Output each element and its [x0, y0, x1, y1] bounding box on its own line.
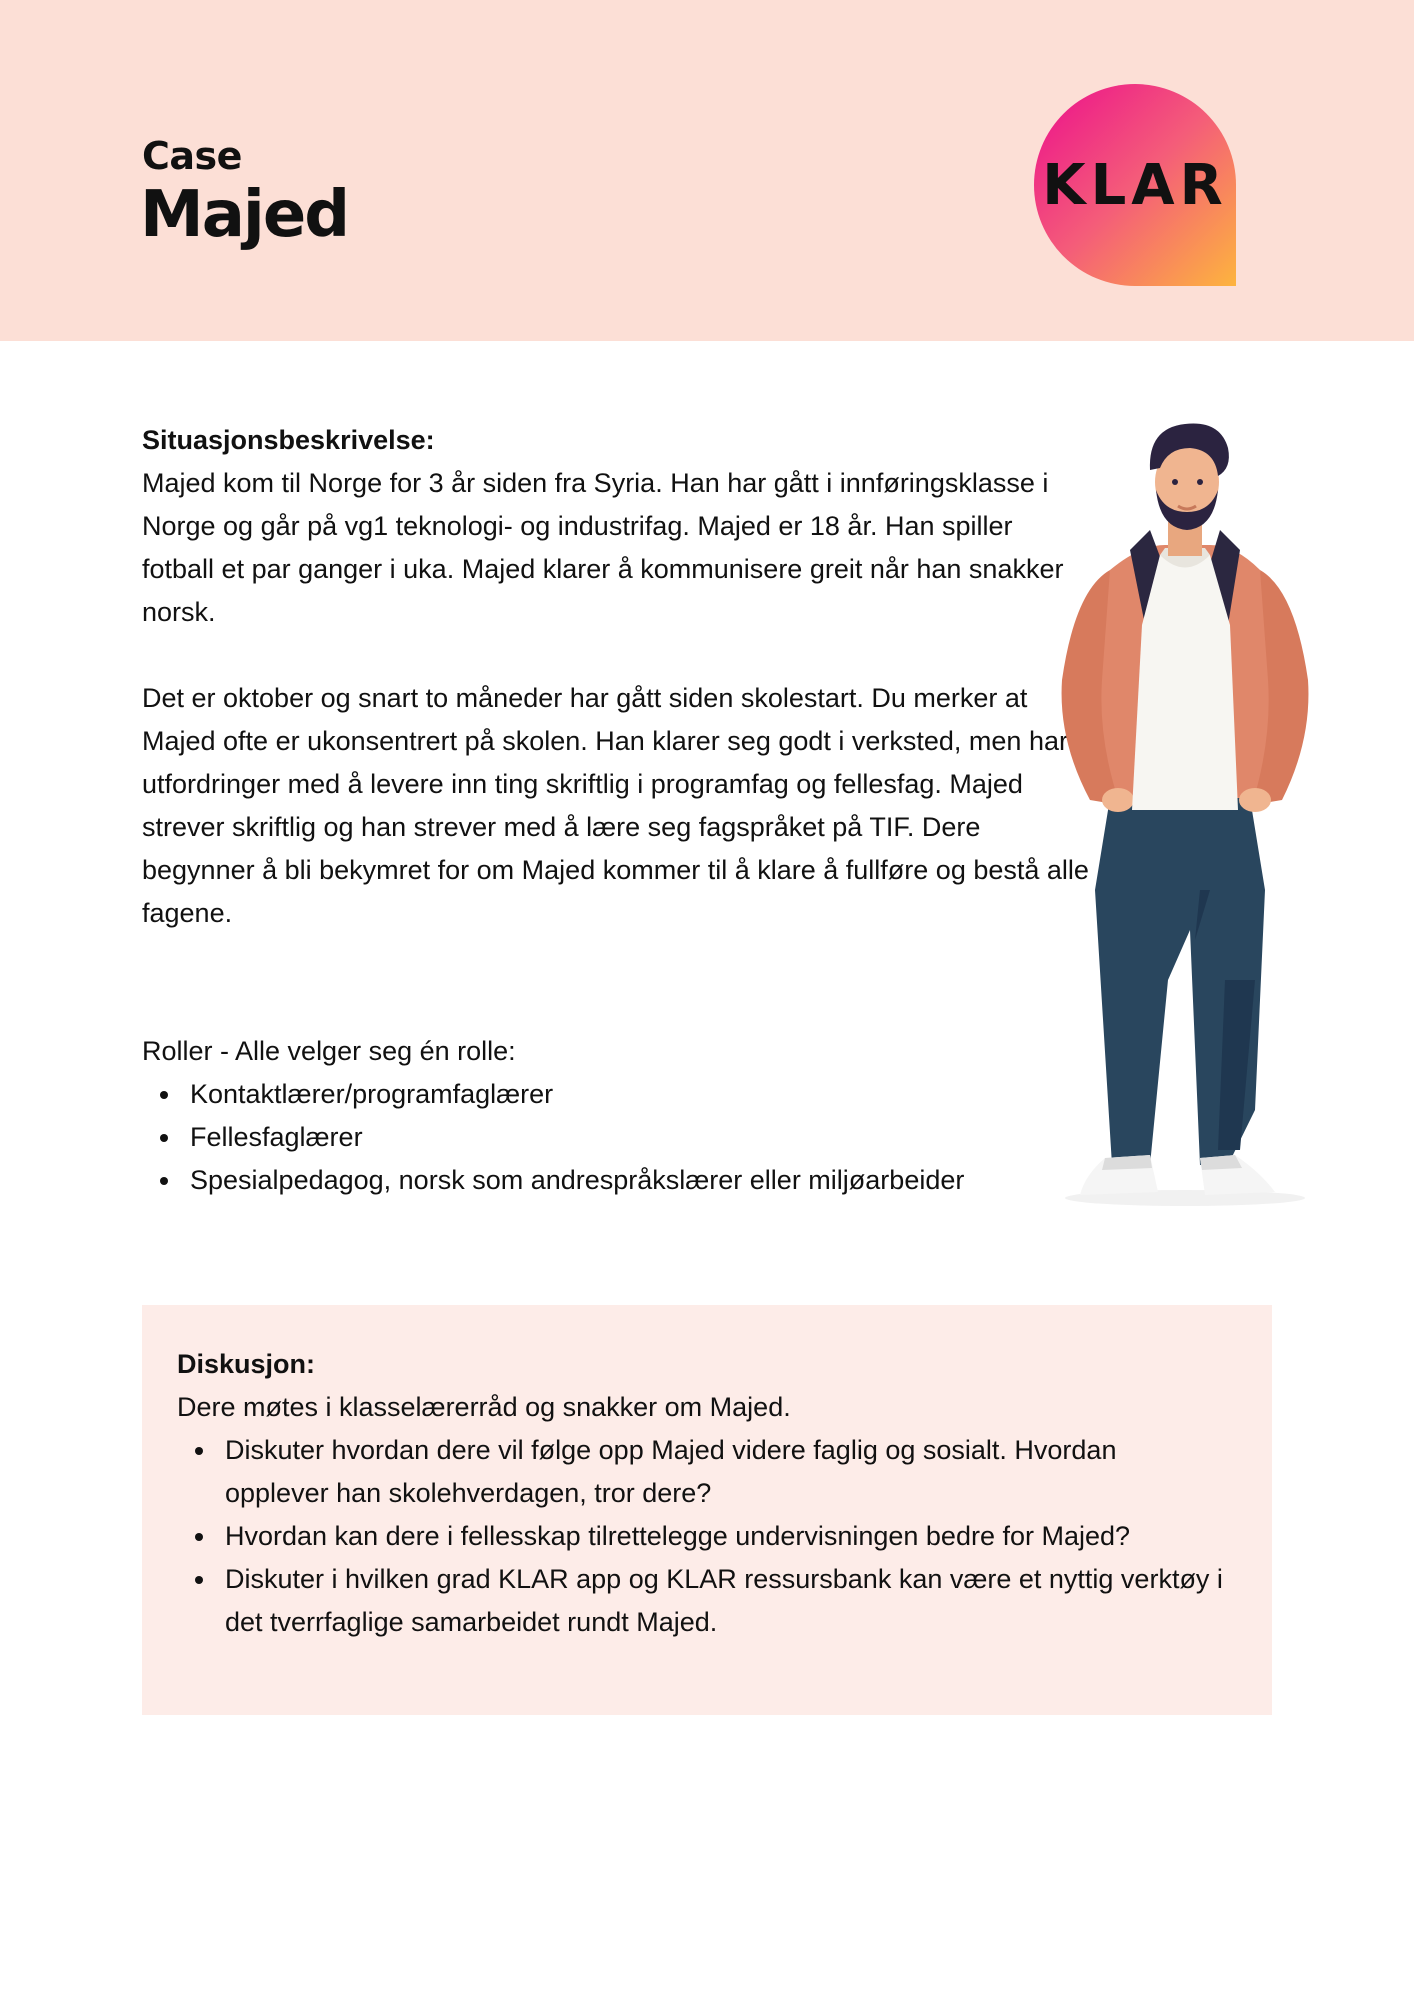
- discussion-heading: Diskusjon:: [177, 1349, 316, 1379]
- list-item: Diskuter i hvilken grad KLAR app og KLAR ressursbank kan være et nyttig verktøy i det tverrfaglige samarbeidet rundt Majed.: [177, 1558, 1227, 1644]
- roles-list: [142, 1073, 1082, 1202]
- standing-man-illustration-icon: [1050, 420, 1320, 1210]
- situation-paragraph-2: Det er oktober og snart to måneder har gått siden skolestart. Du merker at Majed ofte er ukonsentrert på skolen. Han klarer seg godt i verksted, men har utfordringer med å levere inn ting skriftlig i programfag og fellesfag. Majed strever skriftlig og han strever med å lære seg fagspråket på TIF. Dere begynner å bli bekymret for om Majed kommer til å klare å fullføre og bestå alle fagene.: [142, 683, 1089, 928]
- case-title: Majed: [140, 178, 349, 252]
- situation-paragraph-1: [142, 419, 1092, 634]
- list-item: Spesialpedagog, norsk som andrespråkslærer eller miljøarbeider: [142, 1159, 1082, 1202]
- roles-intro: Roller - Alle velger seg én rolle:: [142, 1036, 516, 1066]
- klar-logo-icon: [1034, 84, 1236, 286]
- list-item: Hvordan kan dere i fellesskap tilrettelegge undervisningen bedre for Majed?: [177, 1515, 1227, 1558]
- header-banner: [0, 0, 1414, 341]
- list-item: Fellesfaglærer: [142, 1116, 1082, 1159]
- situation-heading: Situasjonsbeskrivelse:: [142, 425, 435, 455]
- list-item: Kontaktlærer/programfaglærer: [142, 1073, 1082, 1116]
- logo-text: KLAR: [1042, 152, 1228, 218]
- list-item: Diskuter hvordan dere vil følge opp Majed videre faglig og sosialt. Hvordan opplever han skolehverdagen, tror dere?: [177, 1429, 1227, 1515]
- situation-text-1: Majed kom til Norge for 3 år siden fra Syria. Han har gått i innføringsklasse i Norge og går på vg1 teknologi- og industrifag. Majed er 18 år. Han spiller fotball et par ganger i uka. Majed klarer å kommunisere greit når han snakker norsk.: [142, 468, 1064, 627]
- discussion-list: [177, 1429, 1227, 1644]
- discussion-intro: Dere møtes i klasselærerråd og snakker om Majed.: [177, 1392, 791, 1422]
- case-label: Case: [142, 134, 242, 178]
- discussion-box: [142, 1305, 1272, 1715]
